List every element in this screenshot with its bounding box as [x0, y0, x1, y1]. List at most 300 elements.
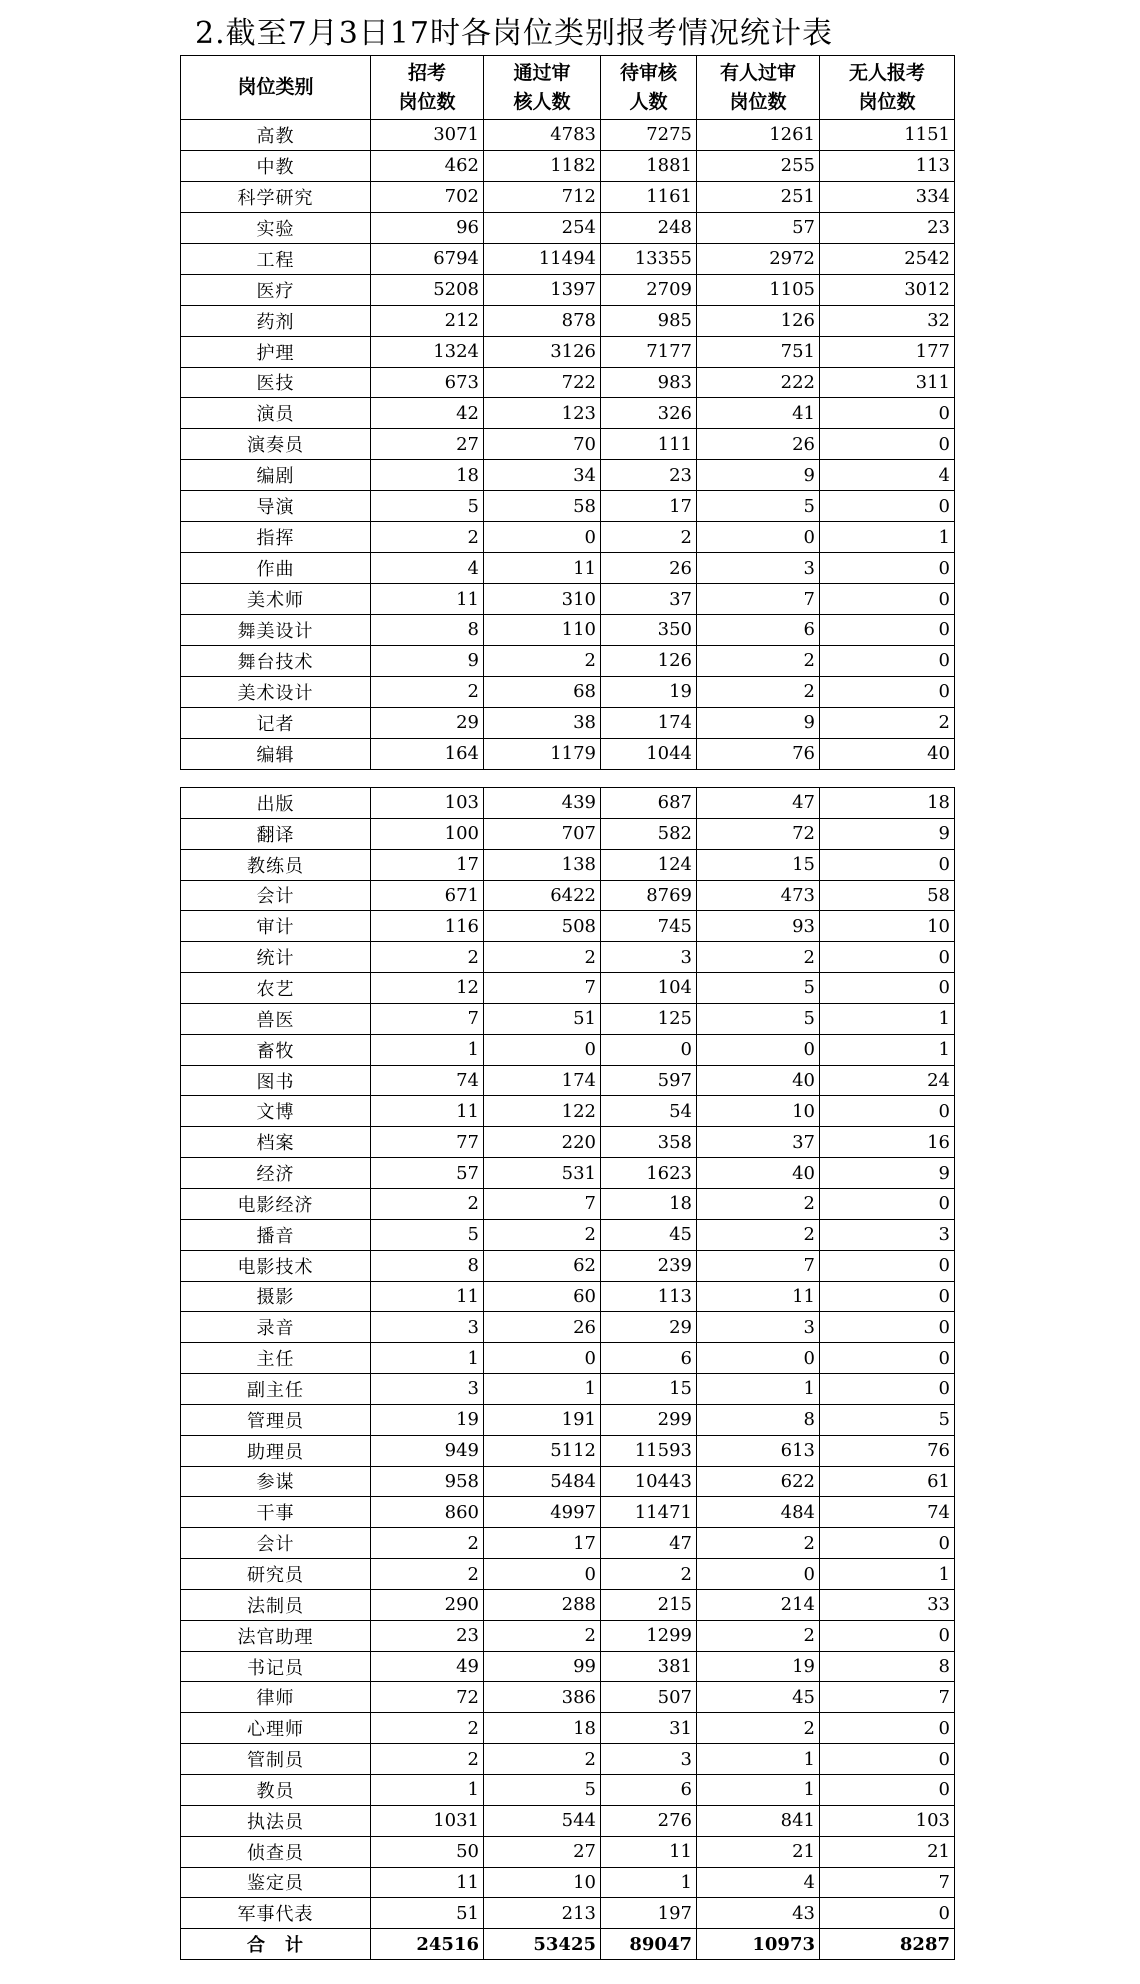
value-cell: 0 [820, 1250, 955, 1281]
value-cell: 1397 [484, 274, 601, 305]
value-cell: 2 [371, 1528, 484, 1559]
value-cell: 310 [484, 584, 601, 615]
table-row [181, 274, 955, 305]
value-cell: 123 [484, 398, 601, 429]
table-row [181, 1034, 955, 1065]
category-cell: 医疗 [181, 274, 371, 305]
value-cell: 113 [601, 1281, 697, 1312]
value-cell: 26 [601, 553, 697, 584]
value-cell: 212 [371, 305, 484, 336]
table-row [181, 707, 955, 738]
value-cell: 326 [601, 398, 697, 429]
value-cell: 61 [820, 1466, 955, 1497]
value-cell: 7 [484, 1188, 601, 1219]
category-cell: 律师 [181, 1682, 371, 1713]
column-header-1: 招考 岗位数 [371, 56, 484, 120]
value-cell: 508 [484, 911, 601, 942]
value-cell: 103 [820, 1805, 955, 1836]
value-cell: 214 [697, 1589, 820, 1620]
value-cell: 0 [820, 973, 955, 1004]
value-cell: 531 [484, 1158, 601, 1189]
column-header-4: 有人过审 岗位数 [697, 56, 820, 120]
value-cell: 11 [601, 1836, 697, 1867]
value-cell: 0 [820, 1374, 955, 1405]
value-cell: 5 [697, 1003, 820, 1034]
category-cell: 药剂 [181, 305, 371, 336]
table-row [181, 1065, 955, 1096]
value-cell: 2 [484, 1620, 601, 1651]
value-cell: 254 [484, 212, 601, 243]
value-cell: 17 [484, 1528, 601, 1559]
value-cell: 0 [697, 1034, 820, 1065]
value-cell: 958 [371, 1466, 484, 1497]
value-cell: 6 [697, 615, 820, 646]
value-cell: 288 [484, 1589, 601, 1620]
category-cell: 医技 [181, 367, 371, 398]
value-cell: 17 [601, 491, 697, 522]
value-cell: 745 [601, 911, 697, 942]
category-cell: 实验 [181, 212, 371, 243]
value-cell: 37 [601, 584, 697, 615]
value-cell: 0 [820, 942, 955, 973]
table-row [181, 1744, 955, 1775]
value-cell: 68 [484, 676, 601, 707]
value-cell: 0 [820, 1312, 955, 1343]
category-cell: 农艺 [181, 973, 371, 1004]
value-cell: 111 [601, 429, 697, 460]
value-cell: 484 [697, 1497, 820, 1528]
table-row [181, 1589, 955, 1620]
table-row [181, 645, 955, 676]
value-cell: 3 [820, 1219, 955, 1250]
value-cell: 5 [697, 491, 820, 522]
table-row [181, 973, 955, 1004]
table-row [181, 880, 955, 911]
value-cell: 5 [484, 1775, 601, 1806]
value-cell: 0 [697, 1343, 820, 1374]
value-cell: 77 [371, 1127, 484, 1158]
value-cell: 76 [697, 738, 820, 769]
value-cell: 613 [697, 1435, 820, 1466]
value-cell: 2972 [697, 243, 820, 274]
value-cell: 0 [484, 1034, 601, 1065]
value-cell: 23 [371, 1620, 484, 1651]
value-cell: 18 [601, 1188, 697, 1219]
value-cell: 27 [484, 1836, 601, 1867]
value-cell: 949 [371, 1435, 484, 1466]
table-row [181, 911, 955, 942]
value-cell: 439 [484, 788, 601, 819]
value-cell: 1 [820, 1003, 955, 1034]
category-cell: 电影技术 [181, 1250, 371, 1281]
value-cell: 7 [820, 1867, 955, 1898]
value-cell: 53425 [484, 1929, 601, 1960]
value-cell: 62 [484, 1250, 601, 1281]
value-cell: 9 [697, 707, 820, 738]
value-cell: 18 [820, 788, 955, 819]
value-cell: 12 [371, 973, 484, 1004]
table-row [181, 1404, 955, 1435]
value-cell: 10973 [697, 1929, 820, 1960]
value-cell: 1 [371, 1343, 484, 1374]
value-cell: 2 [484, 645, 601, 676]
value-cell: 33 [820, 1589, 955, 1620]
value-cell: 116 [371, 911, 484, 942]
value-cell: 3 [601, 942, 697, 973]
value-cell: 2 [697, 1713, 820, 1744]
value-cell: 1 [697, 1744, 820, 1775]
value-cell: 9 [820, 818, 955, 849]
value-cell: 10 [820, 911, 955, 942]
value-cell: 57 [371, 1158, 484, 1189]
value-cell: 1299 [601, 1620, 697, 1651]
category-cell: 舞台技术 [181, 645, 371, 676]
value-cell: 0 [820, 1343, 955, 1374]
value-cell: 58 [484, 491, 601, 522]
value-cell: 358 [601, 1127, 697, 1158]
category-cell: 助理员 [181, 1435, 371, 1466]
table-body-part-2 [181, 788, 955, 1960]
value-cell: 104 [601, 973, 697, 1004]
value-cell: 5484 [484, 1466, 601, 1497]
category-cell: 管制员 [181, 1744, 371, 1775]
table-row [181, 1188, 955, 1219]
value-cell: 983 [601, 367, 697, 398]
value-cell: 57 [697, 212, 820, 243]
value-cell: 37 [697, 1127, 820, 1158]
table-row [181, 1219, 955, 1250]
category-cell: 工程 [181, 243, 371, 274]
value-cell: 7 [697, 584, 820, 615]
value-cell: 622 [697, 1466, 820, 1497]
category-cell: 侦查员 [181, 1836, 371, 1867]
value-cell: 255 [697, 150, 820, 181]
table-row [181, 1158, 955, 1189]
value-cell: 0 [697, 1559, 820, 1590]
value-cell: 13355 [601, 243, 697, 274]
value-cell: 32 [820, 305, 955, 336]
value-cell: 2 [484, 942, 601, 973]
category-cell: 书记员 [181, 1651, 371, 1682]
value-cell: 5 [697, 973, 820, 1004]
table-row [181, 818, 955, 849]
value-cell: 2 [371, 522, 484, 553]
value-cell: 1 [601, 1867, 697, 1898]
value-cell: 751 [697, 336, 820, 367]
value-cell: 462 [371, 150, 484, 181]
value-cell: 191 [484, 1404, 601, 1435]
value-cell: 4 [697, 1867, 820, 1898]
total-row [181, 1929, 955, 1960]
category-cell: 兽医 [181, 1003, 371, 1034]
table-row [181, 460, 955, 491]
value-cell: 15 [601, 1374, 697, 1405]
value-cell: 213 [484, 1898, 601, 1929]
value-cell: 58 [820, 880, 955, 911]
table-row [181, 336, 955, 367]
value-cell: 49 [371, 1651, 484, 1682]
table-row [181, 1003, 955, 1034]
value-cell: 2 [484, 1744, 601, 1775]
value-cell: 2 [601, 522, 697, 553]
category-cell: 法官助理 [181, 1620, 371, 1651]
value-cell: 100 [371, 818, 484, 849]
value-cell: 17 [371, 849, 484, 880]
value-cell: 2 [697, 676, 820, 707]
value-cell: 0 [820, 1188, 955, 1219]
value-cell: 222 [697, 367, 820, 398]
category-cell: 舞美设计 [181, 615, 371, 646]
category-cell: 军事代表 [181, 1898, 371, 1929]
table-row [181, 367, 955, 398]
value-cell: 2 [371, 676, 484, 707]
table-row [181, 1343, 955, 1374]
value-cell: 1261 [697, 120, 820, 151]
value-cell: 70 [484, 429, 601, 460]
value-cell: 177 [820, 336, 955, 367]
value-cell: 43 [697, 1898, 820, 1929]
value-cell: 51 [484, 1003, 601, 1034]
value-cell: 3 [371, 1312, 484, 1343]
value-cell: 11 [371, 1281, 484, 1312]
value-cell: 122 [484, 1096, 601, 1127]
value-cell: 248 [601, 212, 697, 243]
value-cell: 290 [371, 1589, 484, 1620]
value-cell: 1 [697, 1374, 820, 1405]
value-cell: 1105 [697, 274, 820, 305]
table-row [181, 305, 955, 336]
value-cell: 2 [697, 1528, 820, 1559]
column-header-2: 通过审 核人数 [484, 56, 601, 120]
value-cell: 124 [601, 849, 697, 880]
value-cell: 0 [820, 1775, 955, 1806]
value-cell: 126 [697, 305, 820, 336]
value-cell: 1 [820, 522, 955, 553]
value-cell: 9 [697, 460, 820, 491]
value-cell: 89047 [601, 1929, 697, 1960]
page-title: 2.截至7月3日17时各岗位类别报考情况统计表 [195, 16, 833, 51]
value-cell: 19 [697, 1651, 820, 1682]
value-cell: 0 [820, 1744, 955, 1775]
value-cell: 5208 [371, 274, 484, 305]
value-cell: 985 [601, 305, 697, 336]
value-cell: 220 [484, 1127, 601, 1158]
value-cell: 582 [601, 818, 697, 849]
table-row [181, 212, 955, 243]
value-cell: 2542 [820, 243, 955, 274]
value-cell: 31 [601, 1713, 697, 1744]
value-cell: 673 [371, 367, 484, 398]
value-cell: 34 [484, 460, 601, 491]
value-cell: 3012 [820, 274, 955, 305]
value-cell: 0 [484, 1343, 601, 1374]
value-cell: 51 [371, 1898, 484, 1929]
value-cell: 2 [371, 942, 484, 973]
value-cell: 239 [601, 1250, 697, 1281]
value-cell: 50 [371, 1836, 484, 1867]
column-header-5: 无人报考 岗位数 [820, 56, 955, 120]
value-cell: 1 [820, 1034, 955, 1065]
table-row [181, 1497, 955, 1528]
value-cell: 29 [371, 707, 484, 738]
value-cell: 1031 [371, 1805, 484, 1836]
category-cell: 畜牧 [181, 1034, 371, 1065]
value-cell: 2 [697, 1188, 820, 1219]
value-cell: 8769 [601, 880, 697, 911]
value-cell: 2 [697, 1219, 820, 1250]
value-cell: 18 [484, 1713, 601, 1744]
table-row [181, 522, 955, 553]
value-cell: 0 [820, 1713, 955, 1744]
category-cell: 编剧 [181, 460, 371, 491]
value-cell: 40 [697, 1158, 820, 1189]
table-row [181, 1281, 955, 1312]
value-cell: 2 [484, 1219, 601, 1250]
value-cell: 2 [820, 707, 955, 738]
table-row [181, 1867, 955, 1898]
value-cell: 0 [820, 645, 955, 676]
value-cell: 841 [697, 1805, 820, 1836]
value-cell: 2 [697, 1620, 820, 1651]
value-cell: 4 [371, 553, 484, 584]
category-cell: 会计 [181, 880, 371, 911]
table-row [181, 150, 955, 181]
value-cell: 7 [697, 1250, 820, 1281]
value-cell: 23 [820, 212, 955, 243]
value-cell: 29 [601, 1312, 697, 1343]
value-cell: 215 [601, 1589, 697, 1620]
value-cell: 299 [601, 1404, 697, 1435]
value-cell: 3 [371, 1374, 484, 1405]
value-cell: 687 [601, 788, 697, 819]
value-cell: 1044 [601, 738, 697, 769]
column-header-3: 待审核 人数 [601, 56, 697, 120]
value-cell: 2 [371, 1559, 484, 1590]
category-cell: 指挥 [181, 522, 371, 553]
value-cell: 96 [371, 212, 484, 243]
value-cell: 3 [697, 1312, 820, 1343]
header-row [181, 56, 955, 120]
table-row [181, 1127, 955, 1158]
value-cell: 707 [484, 818, 601, 849]
value-cell: 125 [601, 1003, 697, 1034]
value-cell: 7 [484, 973, 601, 1004]
value-cell: 8287 [820, 1929, 955, 1960]
value-cell: 1324 [371, 336, 484, 367]
value-cell: 2 [601, 1559, 697, 1590]
value-cell: 138 [484, 849, 601, 880]
value-cell: 5112 [484, 1435, 601, 1466]
category-cell: 记者 [181, 707, 371, 738]
value-cell: 1 [697, 1775, 820, 1806]
value-cell: 1179 [484, 738, 601, 769]
value-cell: 21 [697, 1836, 820, 1867]
table-row [181, 491, 955, 522]
table-row [181, 398, 955, 429]
cut-off-footnote [180, 1976, 954, 1984]
table-row [181, 120, 955, 151]
value-cell: 3 [601, 1744, 697, 1775]
value-cell: 0 [820, 1096, 955, 1127]
value-cell: 41 [697, 398, 820, 429]
value-cell: 276 [601, 1805, 697, 1836]
value-cell: 11 [371, 584, 484, 615]
table-row [181, 1898, 955, 1929]
value-cell: 507 [601, 1682, 697, 1713]
value-cell: 38 [484, 707, 601, 738]
table-row [181, 1559, 955, 1590]
value-cell: 26 [697, 429, 820, 460]
category-cell: 护理 [181, 336, 371, 367]
category-cell: 图书 [181, 1065, 371, 1096]
value-cell: 103 [371, 788, 484, 819]
category-cell: 播音 [181, 1219, 371, 1250]
value-cell: 8 [371, 1250, 484, 1281]
value-cell: 1 [484, 1374, 601, 1405]
value-cell: 6 [601, 1775, 697, 1806]
value-cell: 11471 [601, 1497, 697, 1528]
category-cell: 编辑 [181, 738, 371, 769]
value-cell: 11 [371, 1096, 484, 1127]
value-cell: 2 [371, 1744, 484, 1775]
value-cell: 74 [820, 1497, 955, 1528]
value-cell: 2 [371, 1713, 484, 1744]
value-cell: 10443 [601, 1466, 697, 1497]
value-cell: 860 [371, 1497, 484, 1528]
category-cell: 审计 [181, 911, 371, 942]
value-cell: 54 [601, 1096, 697, 1127]
value-cell: 671 [371, 880, 484, 911]
category-cell: 主任 [181, 1343, 371, 1374]
table-row [181, 1250, 955, 1281]
value-cell: 3126 [484, 336, 601, 367]
value-cell: 197 [601, 1898, 697, 1929]
value-cell: 6 [601, 1343, 697, 1374]
value-cell: 11 [484, 553, 601, 584]
value-cell: 0 [820, 849, 955, 880]
value-cell: 45 [601, 1219, 697, 1250]
value-cell: 174 [484, 1065, 601, 1096]
category-cell: 教员 [181, 1775, 371, 1806]
table-row [181, 1528, 955, 1559]
value-cell: 878 [484, 305, 601, 336]
value-cell: 60 [484, 1281, 601, 1312]
value-cell: 164 [371, 738, 484, 769]
table-row [181, 584, 955, 615]
value-cell: 0 [820, 615, 955, 646]
value-cell: 4997 [484, 1497, 601, 1528]
value-cell: 1161 [601, 181, 697, 212]
category-cell: 录音 [181, 1312, 371, 1343]
value-cell: 99 [484, 1651, 601, 1682]
category-cell: 经济 [181, 1158, 371, 1189]
table-row [181, 1466, 955, 1497]
value-cell: 702 [371, 181, 484, 212]
value-cell: 0 [820, 1620, 955, 1651]
category-cell: 管理员 [181, 1404, 371, 1435]
value-cell: 47 [601, 1528, 697, 1559]
table-row [181, 676, 955, 707]
category-cell: 电影经济 [181, 1188, 371, 1219]
value-cell: 0 [820, 491, 955, 522]
table-row [181, 1651, 955, 1682]
value-cell: 42 [371, 398, 484, 429]
value-cell: 23 [601, 460, 697, 491]
table-row [181, 243, 955, 274]
value-cell: 9 [820, 1158, 955, 1189]
value-cell: 1881 [601, 150, 697, 181]
value-cell: 0 [820, 1281, 955, 1312]
